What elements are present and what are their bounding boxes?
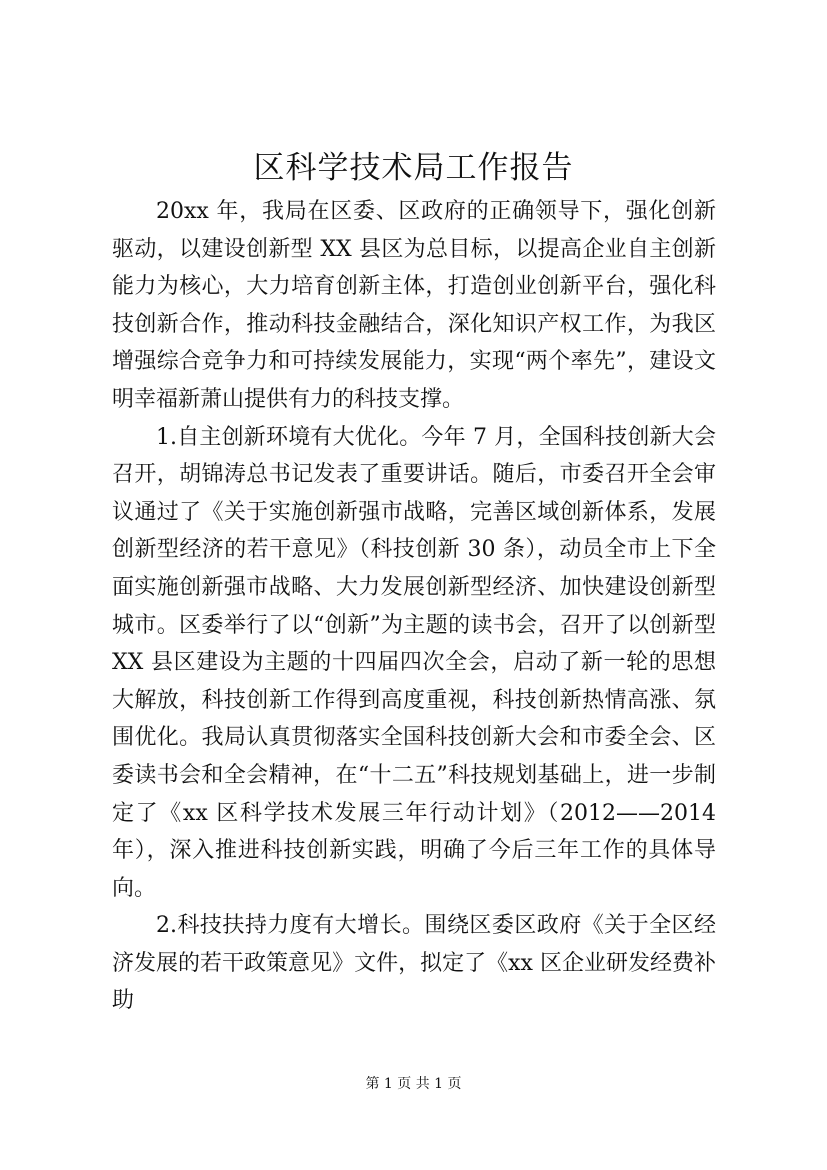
page-number-footer: 第 1 页 共 1 页 — [365, 1076, 462, 1092]
document-title: 区科学技术局工作报告 — [253, 150, 574, 186]
paragraph-section-1: 1.自主创新环境有大优化。今年 7 月，全国科技创新大会召开，胡锦涛总书记发表了重要讲话。随后，市委召开全会审议通过了《关于实施创新强市战略，完善区域创新体系，发展创新型经济的若干意见》（科技创新 30 条），动员全市上下全面实施创新强市战略、大力发展创新型经济、加快建设创新型城市。区委举行了以“创新”为主题的读书会，召开了以创新型 XX 县区建设为主题的十四届四次全会，启动了新一轮的思想大解放，科技创新工作得到高度重视，科技创新热情高涨、氛围优化。我局认真贯彻落实全国科技创新大会和市委全会、区委读书会和全会精神，在“十二五”科技规划基础上，进一步制定了《xx 区科学技术发展三年行动计划》（2012——2014 年），深入推进科技创新实践，明确了今后三年工作的具体导向。 — [112, 424, 716, 901]
paragraph-intro: 20xx 年，我局在区委、区政府的正确领导下，强化创新驱动，以建设创新型 XX 县区为总目标，以提高企业自主创新能力为核心，大力培育创新主体，打造创业创新平台，强化科技创新合作，推动科技金融结合，深化知识产权工作，为我区增强综合竞争力和可持续发展能力，实现“两个率先”，建设文明幸福新萧山提供有力的科技支撑。 — [112, 199, 716, 412]
document-body — [112, 193, 716, 1020]
paragraph-section-2: 2.科技扶持力度有大增长。围绕区委区政府《关于全区经济发展的若干政策意见》文件，拟定了《xx 区企业研发经费补助 — [112, 913, 716, 1014]
